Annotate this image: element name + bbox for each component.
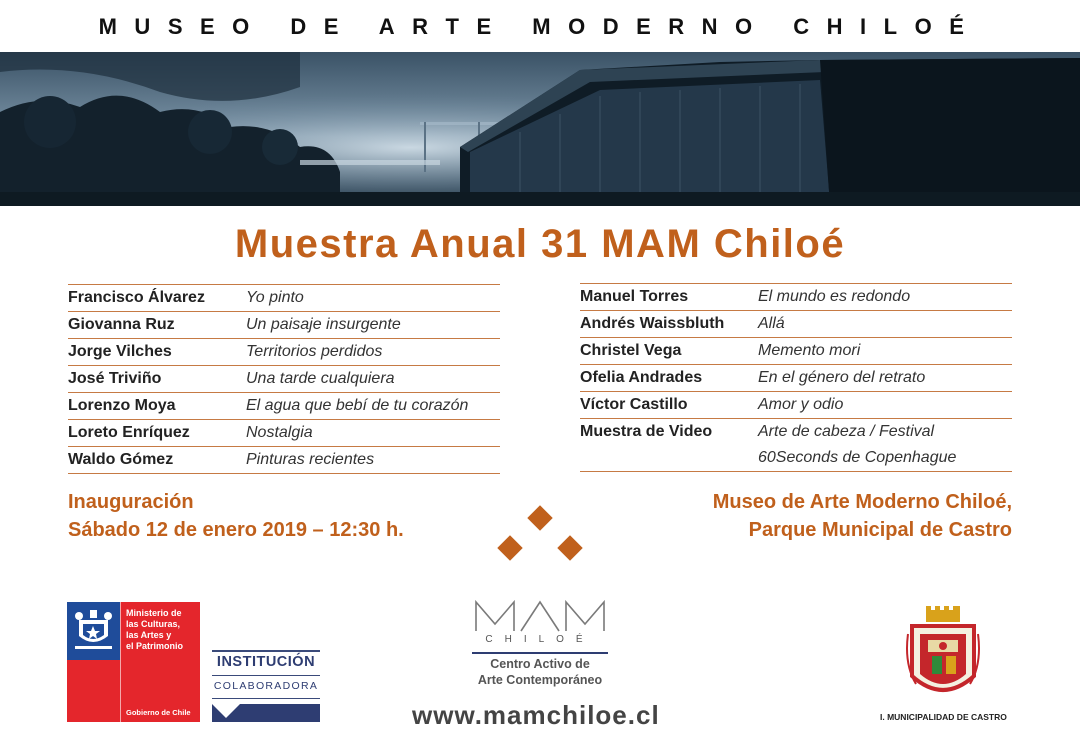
artist-row — [580, 338, 1012, 365]
diamond-ornament-left — [497, 535, 522, 560]
header — [0, 0, 1080, 52]
ministry-name — [126, 608, 183, 652]
ministry-logo-divider — [120, 602, 121, 722]
artist-row — [68, 339, 500, 366]
chevron-notch-icon — [212, 704, 320, 722]
artist-name: Ofelia Andrades — [580, 365, 758, 392]
artist-name: Muestra de Video — [580, 423, 713, 440]
mam-tagline — [462, 656, 618, 688]
artist-row — [580, 419, 1012, 446]
ministry-name-line: las Artes y — [126, 630, 172, 640]
gobierno-de-chile-label: Gobierno de Chile — [126, 708, 191, 717]
artist-row-continued — [580, 445, 1012, 472]
artwork-title: Una tarde cualquiera — [246, 366, 500, 393]
ministry-name-line: Ministerio de — [126, 608, 182, 618]
artist-list-right — [580, 283, 1012, 472]
colab-bar — [212, 704, 320, 722]
diamond-ornament-right — [557, 535, 582, 560]
castro-crest-icon — [906, 604, 980, 708]
artist-list-left — [68, 284, 500, 474]
ministry-name-line: el Patrimonio — [126, 641, 184, 651]
municipalidad-label: I. MUNICIPALIDAD DE CASTRO — [880, 712, 1007, 722]
banner-photo — [0, 52, 1080, 206]
artist-row — [68, 285, 500, 312]
night-barn-photo — [0, 52, 1080, 206]
artwork-title: Nostalgia — [246, 420, 500, 447]
diamond-ornament-top — [527, 505, 552, 530]
inauguration-label: Inauguración — [68, 491, 194, 513]
artist-row — [68, 393, 500, 420]
institucion-colaboradora-logo — [212, 650, 320, 722]
colab-top-rule — [212, 650, 320, 652]
mam-tagline-line: Arte Contemporáneo — [477, 673, 603, 687]
colab-mid-rule — [212, 675, 320, 676]
artist-name: Francisco Álvarez — [68, 285, 246, 312]
coat-of-arms-icon — [67, 602, 120, 660]
ministry-logo — [67, 602, 200, 722]
exhibition-title: Muestra Anual 31 MAM Chiloé — [234, 222, 846, 266]
venue-info — [713, 488, 1012, 544]
artist-name: Andrés Waissbluth — [580, 311, 758, 338]
inauguration-datetime: Sábado 12 de enero 2019 – 12:30 h. — [68, 519, 404, 541]
artist-row — [68, 420, 500, 447]
artwork-title: Pinturas recientes — [246, 447, 500, 474]
mam-tagline-line: Centro Activo de — [490, 657, 590, 671]
inauguration-info — [68, 488, 404, 544]
institucion-label: INSTITUCIÓN — [216, 654, 316, 670]
artist-row — [580, 392, 1012, 419]
artwork-title: Arte de cabeza / Festival — [758, 423, 935, 440]
mam-underline — [472, 652, 608, 654]
ministry-name-line: las Culturas, — [126, 619, 181, 629]
artist-row — [68, 447, 500, 474]
ministry-logo-blue-block — [67, 602, 120, 660]
artwork-title: Territorios perdidos — [246, 339, 500, 366]
colab-lower-rule — [212, 698, 320, 699]
artist-row — [580, 284, 1012, 311]
artwork-title: Un paisaje insurgente — [246, 312, 500, 339]
venue-location: Parque Municipal de Castro — [748, 519, 1012, 541]
municipal-crest — [906, 604, 980, 713]
artist-name: Loreto Enríquez — [68, 420, 246, 447]
museum-name-header: MUSEO DE ARTE MODERNO CHILOÉ — [98, 14, 982, 39]
artist-name: Waldo Gómez — [68, 447, 246, 474]
mam-chiloe-label: CHILOÉ — [485, 634, 595, 645]
artist-name: Manuel Torres — [580, 284, 758, 311]
artist-row — [68, 312, 500, 339]
artist-name: Jorge Vilches — [68, 339, 246, 366]
artist-name: Lorenzo Moya — [68, 393, 246, 420]
artwork-title: El agua que bebí de tu corazón — [246, 393, 500, 420]
mam-wordmark — [473, 600, 607, 632]
artist-name: Víctor Castillo — [580, 392, 758, 419]
website-link[interactable]: www.mamchiloe.cl — [412, 700, 660, 730]
artist-row — [580, 311, 1012, 338]
mam-chiloe-logo — [462, 600, 618, 695]
artist-name-empty — [580, 445, 758, 472]
artist-name: Giovanna Ruz — [68, 312, 246, 339]
artist-name: José Triviño — [68, 366, 246, 393]
artwork-title: El mundo es redondo — [758, 284, 1012, 311]
artwork-title: Memento mori — [758, 338, 1012, 365]
artwork-title-line2: 60Seconds de Copenhague — [758, 445, 1012, 472]
artwork-title: En el género del retrato — [758, 365, 1012, 392]
artist-name: Christel Vega — [580, 338, 758, 365]
artwork-title: Allá — [758, 311, 1012, 338]
venue-name: Museo de Arte Moderno Chiloé, — [712, 491, 1012, 513]
artist-row — [580, 365, 1012, 392]
artwork-title: Yo pinto — [246, 285, 500, 312]
colaboradora-label: COLABORADORA — [213, 680, 319, 692]
artist-row — [68, 366, 500, 393]
ministry-logo-red-block — [67, 660, 120, 722]
artwork-title: Amor y odio — [758, 392, 1012, 419]
